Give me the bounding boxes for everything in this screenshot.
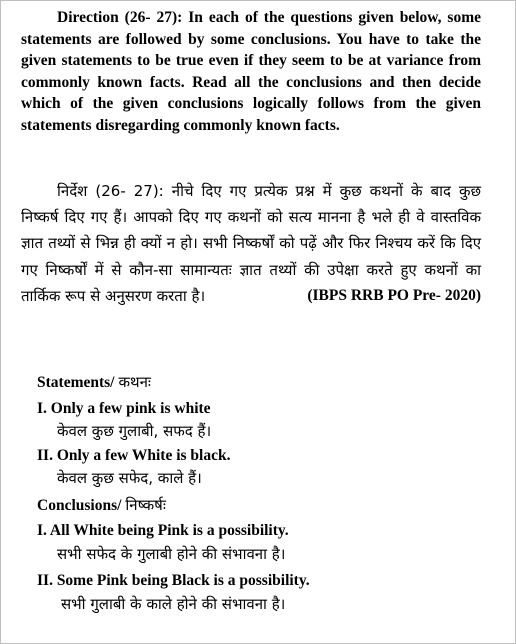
statements-heading-hi: कथनः (118, 373, 151, 391)
statement-2-en: II. Only a few White is black. (37, 447, 231, 464)
conclusions-heading-en: Conclusions/ (37, 497, 122, 514)
conclusion-1-hi: सभी सफेद के गुलाबी होने की संभावना है। (57, 545, 286, 563)
conclusions-heading-hi: निष्कर्षः (125, 496, 166, 514)
statement-1-en: I. Only a few pink is white (37, 400, 211, 417)
direction-hindi (21, 178, 481, 309)
conclusion-2-en: II. Some Pink being Black is a possibility. (37, 572, 310, 589)
direction-hindi-text: निर्देश (26- 27): नीचे दिए गए प्रत्येक प्रश्न में कुछ कथनों के बाद कुछ निष्कर्ष दिए गए हैं। आपको दिए गए कथनों को सत्य मानना है भले ही वे वास्तविक ज्ञात तथ्यों से भिन्न ही क्यों न हो। सभी निष्कर्षों को पढ़ें और फिर निश्चय करें कि दिए गए निष्कर्षों में से कौन-सा सामान्यतः ज्ञात तथ्यों की उपेक्षा करते हुए कथनों का तार्किक रूप से अनुसरण करता है। (21, 182, 481, 305)
statements-heading-en: Statements/ (37, 374, 115, 391)
statements-heading (37, 372, 151, 392)
conclusion-1-en: I. All White being Pink is a possibility. (37, 522, 289, 539)
statement-2-hi: केवल कुछ सफेद, काले हैं। (57, 469, 202, 487)
exam-source: (IBPS RRB PO Pre- 2020) (307, 286, 481, 304)
conclusion-2-hi: सभी गुलाबी के काले होने की संभावना है। (61, 595, 286, 613)
direction-english: Direction (26- 27): In each of the questions given below, some statements are followed by some conclusions. You have to take the given statements to be true even if they seem to be at variance from commonly known facts. Read all the conclusions and then decide which of the given conclusions logically follows from the given statements disregarding commonly known facts. (21, 9, 481, 134)
conclusions-heading (37, 495, 166, 515)
statement-1-hi: केवल कुछ गुलाबी, सफद हैं। (57, 422, 212, 440)
